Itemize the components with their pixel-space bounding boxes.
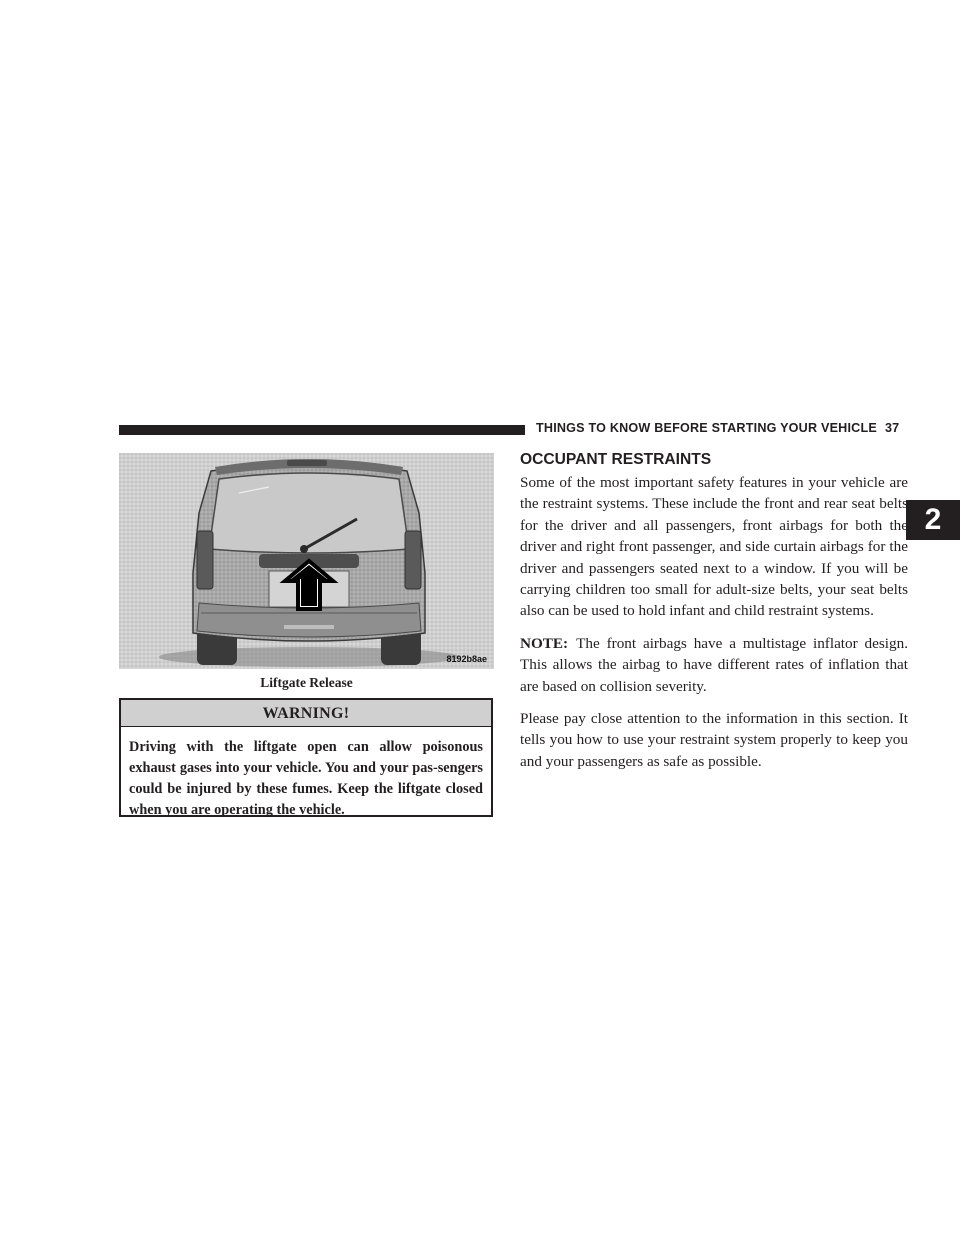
section-heading: OCCUPANT RESTRAINTS: [520, 451, 712, 468]
warning-box: [119, 698, 493, 817]
chapter-tab: 2: [906, 500, 960, 540]
running-header: [536, 421, 906, 435]
figure-code: 8192b8ae: [446, 654, 487, 664]
page-number: 37: [884, 421, 900, 435]
attention-paragraph: Please pay close attention to the information in this section. It tells you how to use your restraint system properly to keep you and your passengers as safe as possible.: [520, 710, 908, 770]
occupant-restraints-section: [520, 450, 908, 783]
header-rule: [119, 425, 525, 435]
liftgate-figure: [119, 453, 494, 669]
note-paragraph: [520, 633, 908, 697]
running-title: THINGS TO KNOW BEFORE STARTING YOUR VEHICLE: [536, 421, 877, 435]
warning-title: WARNING!: [121, 700, 491, 727]
warning-text: Driving with the liftgate open can allow poisonous exhaust gases into your vehicle. You and your pas-sengers could be injured by these fumes. Keep the liftgate closed when you are operating the vehicle.: [129, 739, 483, 818]
figure-caption: Liftgate Release: [260, 675, 353, 690]
note-label: NOTE:: [520, 634, 569, 652]
intro-paragraph: Some of the most important safety features in your vehicle are the restraint systems. These include the front and rear seat belts for the driver and all passengers, front airbags for both the driver and right front passenger, and side curtain airbags for the driver and passengers seated next to a window. If you will be carrying children too small for adult-size belts, your seat belts also can be used to hold infant and child restraint systems.: [520, 474, 908, 620]
note-text: The front airbags have a multistage inflator design. This allows the airbag to have different rates of inflation that are based on collision severity.: [520, 634, 908, 695]
